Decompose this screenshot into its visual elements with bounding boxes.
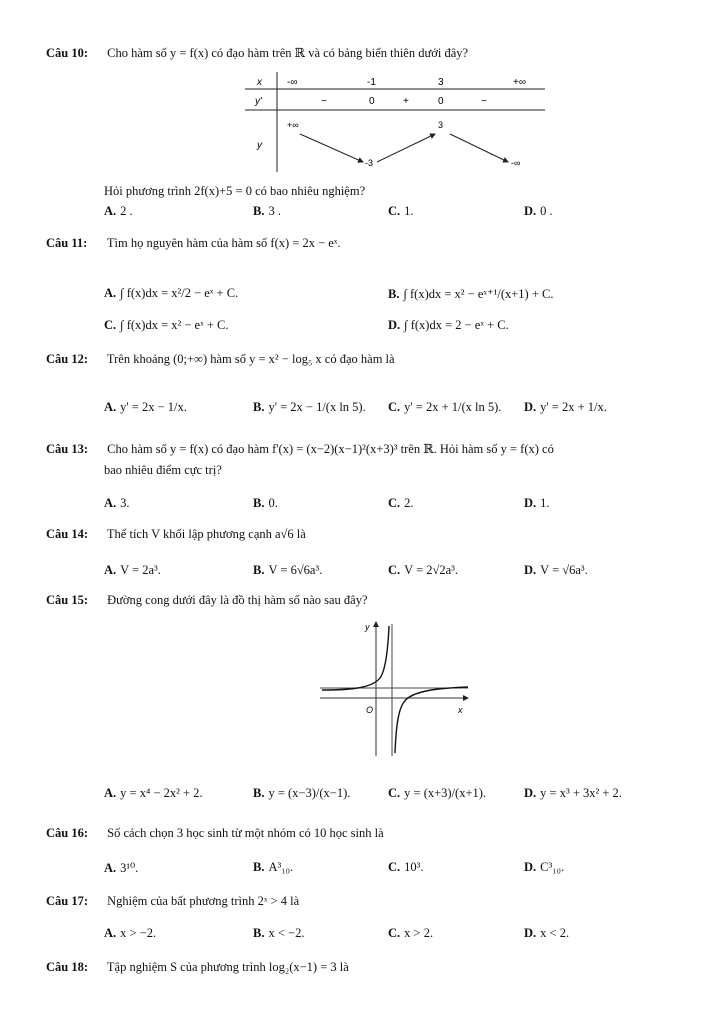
option-b[interactable]: B. y' = 2x − 1/(x ln 5). — [253, 400, 366, 414]
question-number: Câu 13: — [46, 442, 89, 456]
x-value: 3 — [438, 77, 444, 88]
graph-y-label: y — [365, 622, 370, 632]
question-text: Thể tích V khối lập phương cạnh a√6 là — [106, 527, 306, 541]
option-a[interactable]: A. 2 . — [104, 204, 133, 218]
option-b[interactable]: B. A³₁₀. — [253, 860, 294, 874]
question-text: Đường cong dưới đây là đồ thị hàm số nào sau đây? — [107, 593, 368, 607]
question-text: Trên khoảng (0;+∞) hàm số y = x² − log₅ x có đạo hàm là — [106, 352, 395, 366]
option-a[interactable]: A. y = x⁴ − 2x² + 2. — [104, 786, 203, 800]
question-number: Câu 17: — [46, 894, 89, 908]
question-number: Câu 15: — [46, 593, 89, 607]
option-c[interactable]: C. y' = 2x + 1/(x ln 5). — [388, 400, 502, 414]
option-d[interactable]: D. y' = 2x + 1/x. — [524, 400, 607, 414]
question-13 — [46, 441, 554, 457]
x-value: +∞ — [513, 77, 526, 88]
function-graph — [312, 618, 472, 760]
question-number: Câu 16: — [46, 826, 89, 840]
yprime-sign: − — [321, 96, 327, 107]
question-number: Câu 11: — [46, 236, 88, 250]
left-branch — [322, 626, 389, 690]
question-12 — [46, 352, 395, 367]
option-d[interactable]: D. x < 2. — [524, 926, 570, 940]
x-value: -∞ — [287, 77, 298, 88]
option-d[interactable]: D. C³₁₀. — [524, 860, 565, 874]
yprime-zero: 0 — [438, 96, 444, 107]
option-a[interactable]: A. y' = 2x − 1/x. — [104, 400, 187, 414]
option-d[interactable]: D. y = x³ + 3x² + 2. — [524, 786, 622, 800]
question-text: Cho hàm số y = f(x) có đạo hàm trên ℝ và có bảng biến thiên dưới đây? — [107, 46, 469, 60]
graph-origin-label: O — [366, 705, 374, 715]
question-text: Tìm họ nguyên hàm của hàm số f(x) = 2x − eˣ. — [106, 236, 341, 250]
option-c[interactable]: C. x > 2. — [388, 926, 434, 940]
option-b[interactable]: B. ∫ f(x)dx = x² − eˣ⁺¹/(x+1) + C. — [388, 287, 554, 301]
question-14 — [46, 527, 306, 542]
question-text: Nghiệm của bất phương trình 2ˣ > 4 là — [107, 894, 300, 908]
yprime-sign: + — [403, 96, 409, 107]
yprime-sign: − — [481, 96, 487, 107]
question-text: Tập nghiệm S của phương trình log₂(x−1) = 3 là — [106, 960, 349, 974]
question-prompt: Hỏi phương trình 2f(x)+5 = 0 có bao nhiêu nghiệm? — [104, 184, 366, 198]
question-18 — [46, 960, 349, 975]
x-value: -1 — [367, 77, 376, 88]
question-text: Cho hàm số y = f(x) có đạo hàm f'(x) = (x−2)(x−1)²(x+3)³ trên ℝ. Hỏi hàm số y = f(x) có — [107, 442, 554, 456]
option-d[interactable]: D. V = √6a³. — [524, 563, 588, 577]
option-d[interactable]: D. 0 . — [524, 204, 553, 218]
y-value: -3 — [365, 158, 374, 168]
option-c[interactable]: C. 2. — [388, 496, 414, 510]
option-b[interactable]: B. 3 . — [253, 204, 281, 218]
option-c[interactable]: C. ∫ f(x)dx = x² − eˣ + C. — [104, 318, 229, 332]
table-y-label: y — [257, 140, 262, 151]
option-b[interactable]: B. V = 6√6a³. — [253, 563, 323, 577]
y-value: 3 — [438, 120, 444, 130]
option-b[interactable]: B. x < −2. — [253, 926, 305, 940]
decrease-arrow — [300, 134, 363, 162]
option-d[interactable]: D. ∫ f(x)dx = 2 − eˣ + C. — [388, 318, 509, 332]
option-d[interactable]: D. 1. — [524, 496, 550, 510]
question-11 — [46, 236, 341, 251]
option-a[interactable]: A. 3. — [104, 496, 130, 510]
table-yprime-label: y' — [255, 96, 262, 107]
option-a[interactable]: A. ∫ f(x)dx = x²/2 − eˣ + C. — [104, 286, 239, 300]
table-x-label: x — [257, 77, 262, 88]
graph-x-label: x — [458, 705, 463, 715]
y-value: -∞ — [511, 158, 521, 168]
y-value: +∞ — [287, 120, 299, 130]
option-c[interactable]: C. y = (x+3)/(x+1). — [388, 786, 487, 800]
option-c[interactable]: C. V = 2√2a³. — [388, 563, 459, 577]
increase-arrow — [377, 134, 435, 162]
question-text-continued: bao nhiêu điểm cực trị? — [104, 463, 222, 477]
option-c[interactable]: C. 10³. — [388, 860, 424, 874]
option-a[interactable]: A. x > −2. — [104, 926, 157, 940]
variation-table — [245, 72, 545, 172]
option-a[interactable]: A. 3¹⁰. — [104, 861, 139, 875]
option-b[interactable]: B. y = (x−3)/(x−1). — [253, 786, 351, 800]
question-16 — [46, 826, 384, 841]
yprime-zero: 0 — [369, 96, 375, 107]
question-text: Số cách chọn 3 học sinh từ một nhóm có 10 học sinh là — [107, 826, 384, 840]
question-17 — [46, 894, 299, 909]
question-10 — [46, 45, 468, 61]
decrease-arrow — [450, 134, 508, 162]
question-15 — [46, 593, 368, 608]
question-number: Câu 14: — [46, 527, 89, 541]
right-branch — [395, 687, 468, 753]
question-number: Câu 12: — [46, 352, 89, 366]
option-a[interactable]: A. V = 2a³. — [104, 563, 161, 577]
question-number: Câu 18: — [46, 960, 89, 974]
option-b[interactable]: B. 0. — [253, 496, 278, 510]
option-c[interactable]: C. 1. — [388, 204, 414, 218]
question-number: Câu 10: — [46, 46, 89, 60]
